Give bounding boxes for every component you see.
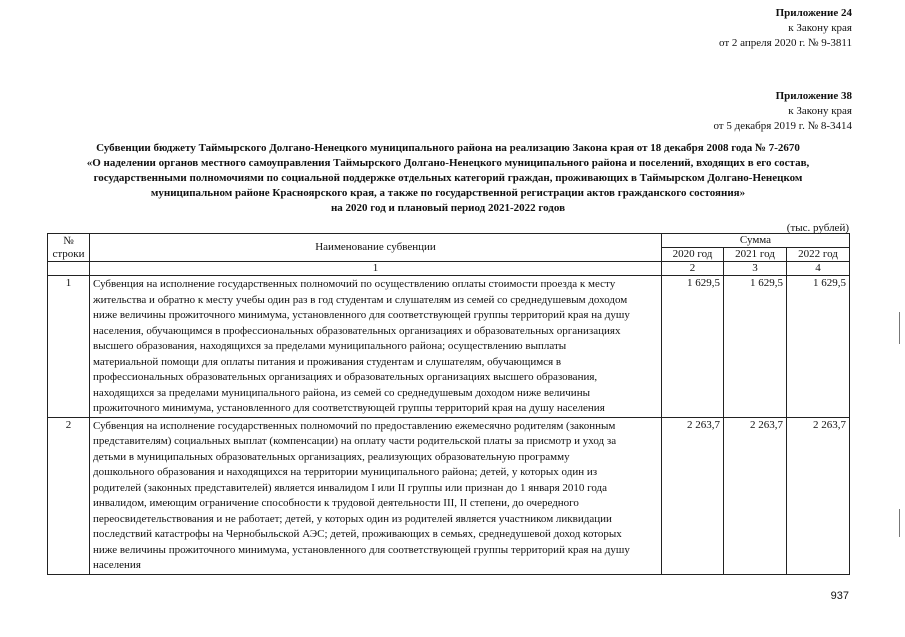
column-index-row bbox=[48, 262, 850, 276]
column-index: 1 bbox=[90, 262, 662, 276]
header-row-number bbox=[48, 234, 90, 262]
subsidies-table bbox=[47, 233, 850, 575]
header-subsidy-name: Наименование субвенции bbox=[90, 234, 662, 262]
appendix-38-date: от 5 декабря 2019 г. № 8-3414 bbox=[713, 120, 852, 132]
header-year-2022: 2022 год bbox=[787, 248, 850, 262]
document-title bbox=[40, 141, 856, 216]
title-line: муниципальном районе Красноярского края, а также по государственной регистрации актов гражданского состояния» bbox=[150, 187, 746, 199]
description-line: находящихся за пределами муниципального района, из семей со среднедушевым доходом ниже величины bbox=[93, 386, 590, 399]
column-index bbox=[48, 262, 90, 276]
description-line: детьми в муниципальных образовательных организациях, реализующих образовательную программу bbox=[93, 450, 570, 463]
description-line: профессиональных образовательных организациях и образовательных организациях высшего образования, bbox=[93, 371, 598, 383]
description-line: представителям) социальных выплат (компенсации) на оплату части родительской платы за присмотр и уход за bbox=[93, 435, 617, 447]
appendix-38-block bbox=[713, 89, 852, 134]
appendix-24-block bbox=[719, 6, 852, 51]
description-line: высшего образования, находящихся за пределами муниципального района; осуществлению выплаты bbox=[93, 340, 567, 352]
header-sum: Сумма bbox=[662, 234, 850, 248]
amount-2020: 1 629,5 bbox=[662, 276, 724, 418]
description-line: прожиточного минимума, установленного для соответствующей группы территорий края на душу населения bbox=[93, 402, 605, 414]
header-row bbox=[48, 234, 850, 248]
description-line: Субвенция на исполнение государственных полномочий по предоставлению ежемесячно родителям (законным bbox=[93, 419, 616, 432]
description-line: переосвидетельствования и не работает; детей, у которых один из родителей является участником ликвидации bbox=[93, 512, 612, 525]
amount-2020: 2 263,7 bbox=[662, 417, 724, 574]
header-year-2020: 2020 год bbox=[662, 248, 724, 262]
subsidy-description bbox=[90, 276, 662, 418]
title-line: на 2020 год и плановый период 2021-2022 годов bbox=[330, 202, 566, 214]
appendix-38-law-ref: к Закону края bbox=[788, 105, 852, 117]
header-num-label: строки bbox=[52, 247, 85, 260]
description-line: родителей (законных представителей) является инвалидом I или II группы или признан до 1 января 2010 года bbox=[93, 481, 608, 494]
table-row bbox=[48, 276, 850, 418]
row-number: 1 bbox=[48, 276, 90, 418]
table-row bbox=[48, 417, 850, 574]
description-line: дошкольного образования и находящихся на территории муниципального района; детей, у которых один из bbox=[93, 466, 598, 478]
column-index: 3 bbox=[724, 262, 787, 276]
description-line: инвалидом, имеющим ограничение способности к трудовой деятельности III, II степени, до очередного bbox=[93, 497, 579, 509]
page-number: 937 bbox=[830, 590, 849, 602]
title-line: «О наделении органов местного самоуправления Таймырского Долгано-Ненецкого муниципального района и поселений, входящих в его состав, bbox=[86, 157, 810, 169]
header-year-2021: 2021 год bbox=[724, 248, 787, 262]
appendix-24-date: от 2 апреля 2020 г. № 9-3811 bbox=[719, 37, 852, 49]
amount-2021: 1 629,5 bbox=[724, 276, 787, 418]
description-line: жительства и обратно к месту учебы один раз в год студентам и слушателям из семей со среднедушевым доходом bbox=[93, 293, 628, 306]
description-line: материальной помощи для оплаты питания и проживания студентам и слушателям, обучающимся в bbox=[93, 355, 562, 368]
description-line: Субвенция на исполнение государственных полномочий по осуществлению оплаты стоимости проезда к месту bbox=[93, 278, 616, 290]
description-line: населения, обучающимся в профессиональных образовательных организациях и образовательных организациях bbox=[93, 324, 621, 337]
subsidy-description bbox=[90, 417, 662, 574]
description-line: населения bbox=[93, 559, 141, 571]
unit-label: (тыс. рублей) bbox=[786, 222, 849, 234]
appendix-24-title: Приложение 24 bbox=[775, 7, 852, 19]
scan-edge-mark bbox=[899, 312, 900, 344]
row-number: 2 bbox=[48, 417, 90, 574]
description-line: ниже величины прожиточного минимума, установленного для соответствующей группы территорий края на душу bbox=[93, 543, 630, 556]
appendix-24-law-ref: к Закону края bbox=[788, 22, 852, 34]
scan-edge-mark bbox=[899, 509, 900, 537]
column-index: 2 bbox=[662, 262, 724, 276]
header-num-symbol: № bbox=[63, 234, 74, 247]
description-line: последствий катастрофы на Чернобыльской АЭС; детей, проживающих в семьях, среднедушевой доход которых bbox=[93, 528, 622, 540]
title-line: Субвенции бюджету Таймырского Долгано-Ненецкого муниципального района на реализацию Закона края от 18 декабря 2008 года № 7-2670 bbox=[96, 142, 800, 154]
amount-2022: 1 629,5 bbox=[787, 276, 850, 418]
amount-2021: 2 263,7 bbox=[724, 417, 787, 574]
title-line: государственными полномочиями по социальной поддержке отдельных категорий граждан, проживающих в Таймырском Долгано-Ненецком bbox=[93, 172, 803, 184]
column-index: 4 bbox=[787, 262, 850, 276]
amount-2022: 2 263,7 bbox=[787, 417, 850, 574]
appendix-38-title: Приложение 38 bbox=[775, 90, 852, 102]
description-line: ниже величины прожиточного минимума, установленного для соответствующей группы территорий края на душу bbox=[93, 309, 630, 321]
